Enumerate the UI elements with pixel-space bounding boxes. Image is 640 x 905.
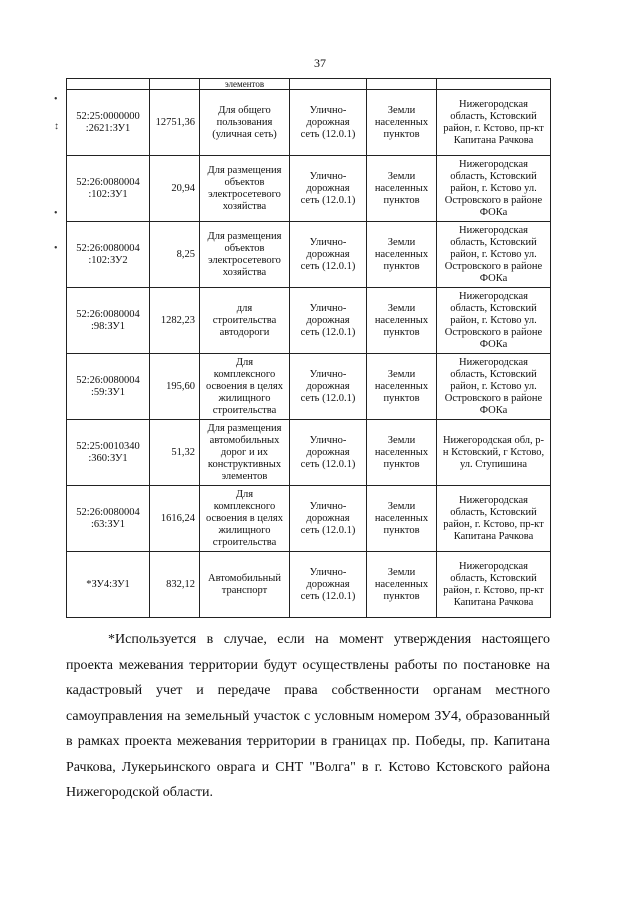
table-cell [290,79,367,90]
table-cell-permitted-use: для строительства автодороги [200,288,290,354]
table-cell-land-category: Земли населенных пунктов [367,486,437,552]
table-cell-permitted-use: Для размещения объектов электросетевого хозяйства [200,156,290,222]
table-cell-area: 1282,23 [150,288,200,354]
margin-mark: • [54,243,58,254]
table-cell-permitted-use: Для размещения объектов электросетевого хозяйства [200,222,290,288]
margin-mark: • [54,94,58,105]
table-cell-cadastral-number: 52:25:0000000 :2621:ЗУ1 [67,90,150,156]
table-cell [67,79,150,90]
table-cell [150,79,200,90]
table-cell-area: 1616,24 [150,486,200,552]
table-cell-permitted-use: Для комплексного освоения в целях жилищного строительства [200,486,290,552]
table-row [67,90,551,156]
table-cell-address: Нижегородская область, Кстовский район, г. Кстово ул. Островского в районе ФОКа [437,354,551,420]
table-cell-land-category: Земли населенных пунктов [367,354,437,420]
table-cell-zone: Улично- дорожная сеть (12.0.1) [290,288,367,354]
table-cell-cadastral-number: 52:26:0080004 :98:ЗУ1 [67,288,150,354]
table-cell-area: 832,12 [150,552,200,618]
table-row [67,552,551,618]
table-cell-permitted-use: Для комплексного освоения в целях жилищного строительства [200,354,290,420]
table-cell [437,79,551,90]
table-cell-zone: Улично- дорожная сеть (12.0.1) [290,486,367,552]
table-cell-area: 195,60 [150,354,200,420]
table-cell-land-category: Земли населенных пунктов [367,420,437,486]
table-cell-address: Нижегородская область, Кстовский район, г. Кстово ул. Островского в районе ФОКа [437,288,551,354]
table-cell-land-category: Земли населенных пунктов [367,156,437,222]
table-cell-address: Нижегородская область, Кстовский район, г. Кстово ул. Островского в районе ФОКа [437,156,551,222]
table-cell-cadastral-number: 52:26:0080004 :102:ЗУ1 [67,156,150,222]
table-row-continued [67,79,551,90]
table-cell-zone: Улично- дорожная сеть (12.0.1) [290,156,367,222]
table-cell-zone: Улично- дорожная сеть (12.0.1) [290,552,367,618]
table-cell-area: 12751,36 [150,90,200,156]
table-cell [367,79,437,90]
table-cell-permitted-use: Для размещения автомобильных дорог и их конструктивных элементов [200,420,290,486]
table-cell-cadastral-number: 52:26:0080004 :59:ЗУ1 [67,354,150,420]
table-row [67,288,551,354]
table-cell-zone: Улично- дорожная сеть (12.0.1) [290,420,367,486]
table-cell-address: Нижегородская область, Кстовский район, г. Кстово, пр-кт Капитана Рачкова [437,552,551,618]
table-cell-area: 51,32 [150,420,200,486]
table-row [67,222,551,288]
table-cell-cadastral-number: 52:26:0080004 :102:ЗУ2 [67,222,150,288]
table-row [67,354,551,420]
table-cell-area: 8,25 [150,222,200,288]
page-number: 37 [314,56,326,70]
table-cell-address: Нижегородская область, Кстовский район, г. Кстово, пр-кт Капитана Рачкова [437,486,551,552]
table-cell-area: 20,94 [150,156,200,222]
table-cell-address: Нижегородская обл, р- н Кстовский, г Кстово, ул. Ступишина [437,420,551,486]
land-plots-table [66,78,551,618]
table-cell-address: Нижегородская область, Кстовский район, г. Кстово, пр-кт Капитана Рачкова [437,90,551,156]
table-cell-cadastral-number: *ЗУ4:ЗУ1 [67,552,150,618]
table-cell-land-category: Земли населенных пунктов [367,552,437,618]
table-cell-zone: Улично- дорожная сеть (12.0.1) [290,222,367,288]
table-cell-land-category: Земли населенных пунктов [367,222,437,288]
table-cell-land-category: Земли населенных пунктов [367,90,437,156]
margin-mark: ↕ [54,121,59,132]
table-cell-address: Нижегородская область, Кстовский район, г. Кстово ул. Островского в районе ФОКа [437,222,551,288]
table-cell-use-fragment: элементов [200,79,290,90]
table-cell-permitted-use: Для общего пользования (уличная сеть) [200,90,290,156]
table-cell-zone: Улично- дорожная сеть (12.0.1) [290,354,367,420]
table-cell-cadastral-number: 52:25:0010340 :360:ЗУ1 [67,420,150,486]
table-row [67,156,551,222]
table-row [67,486,551,552]
table-cell-cadastral-number: 52:26:0080004 :63:ЗУ1 [67,486,150,552]
table-cell-permitted-use: Автомобильный транспорт [200,552,290,618]
table-row [67,420,551,486]
footnote-text: *Используется в случае, если на момент утверждения настоящего проекта межевания территории будут осуществлены работы по постановке на кадастровый учет и передаче права собственности органам местного самоуправления на земельный участок с условным номером ЗУ4, образованный в рамках проекта межевания территории в границах пр. Победы, пр. Капитана Рачкова, Лукерьинского оврага и СНТ "Волга" в г. Кстово Кстовского района Нижегородской области. [66,632,550,800]
margin-mark: • [54,208,58,219]
table-cell-land-category: Земли населенных пунктов [367,288,437,354]
table-cell-zone: Улично- дорожная сеть (12.0.1) [290,90,367,156]
